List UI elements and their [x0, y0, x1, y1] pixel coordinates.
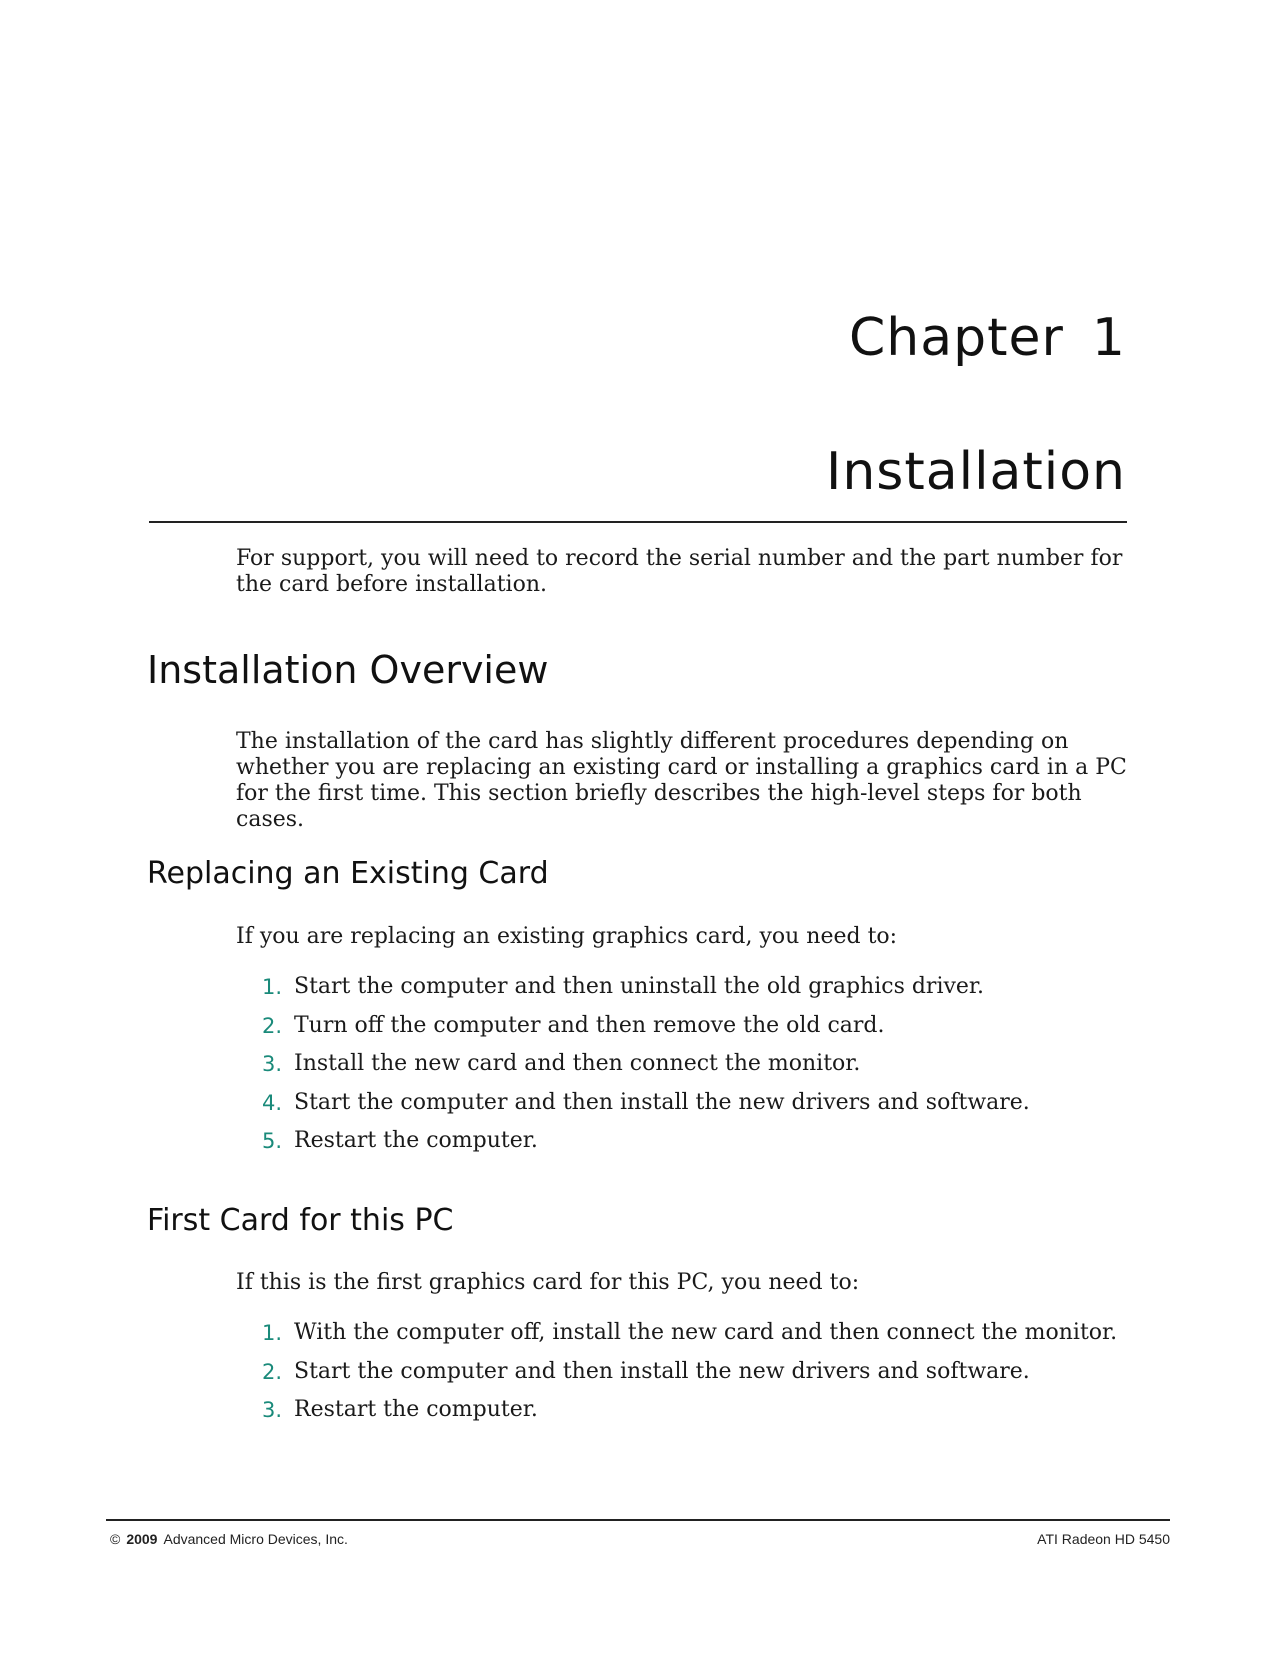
chapter-label — [849, 308, 1126, 368]
subsection-heading-first-card: First Card for this PC — [147, 1203, 454, 1238]
replacing-steps-list — [262, 974, 1030, 1167]
step-text: Restart the computer. — [294, 1128, 538, 1153]
footer-company: Advanced Micro Devices, Inc. — [163, 1531, 348, 1547]
step-text: Turn off the computer and then remove the old card. — [294, 1012, 885, 1038]
step-number: 1. — [262, 1321, 283, 1345]
footer-year: 2009 — [126, 1531, 158, 1547]
chapter-number: 1 — [1091, 308, 1126, 368]
footer-product: ATI Radeon HD 5450 — [1037, 1531, 1170, 1547]
list-item — [262, 1397, 1117, 1436]
section-heading-overview: Installation Overview — [147, 648, 549, 692]
chapter-word: Chapter — [849, 308, 1064, 368]
first-card-lead: If this is the first graphics card for this PC, you need to: — [236, 1270, 860, 1295]
list-item — [262, 974, 1030, 1013]
list-item — [262, 1128, 1030, 1167]
list-item — [262, 1051, 1030, 1090]
subsection-heading-replacing: Replacing an Existing Card — [147, 856, 549, 891]
step-text: Install the new card and then connect the monitor. — [294, 1051, 861, 1076]
intro-paragraph: For support, you will need to record the serial number and the part number for the card before installation. — [236, 546, 1123, 597]
step-text: Start the computer and then install the new drivers and software. — [294, 1358, 1030, 1384]
step-text: Restart the computer. — [294, 1397, 538, 1422]
list-item — [262, 1320, 1117, 1359]
step-text: Start the computer and then uninstall the old graphics driver. — [294, 974, 985, 999]
chapter-title: Installation — [825, 442, 1126, 502]
step-text: Start the computer and then install the new drivers and software. — [294, 1089, 1030, 1115]
list-item — [262, 1090, 1030, 1129]
step-number: 2. — [262, 1013, 283, 1038]
step-number: 3. — [262, 1052, 283, 1076]
step-number: 1. — [262, 975, 283, 999]
footer-copyright — [110, 1531, 348, 1547]
overview-paragraph: The installation of the card has slightly different procedures depending on whether you are replacing an existing card or installing a graphics card in a PC for the first time. This section briefly describes the high-level steps for both cases. — [236, 729, 1127, 832]
step-number: 4. — [262, 1090, 283, 1115]
step-number: 5. — [262, 1129, 283, 1153]
copyright-icon: © — [110, 1531, 121, 1547]
chapter-divider — [149, 521, 1127, 523]
step-number: 3. — [262, 1398, 283, 1422]
first-card-steps-list — [262, 1320, 1117, 1436]
step-number: 2. — [262, 1359, 283, 1384]
step-text: With the computer off, install the new card and then connect the monitor. — [294, 1320, 1118, 1345]
list-item — [262, 1013, 1030, 1052]
footer-divider — [106, 1519, 1170, 1521]
list-item — [262, 1359, 1117, 1398]
replacing-lead: If you are replacing an existing graphics card, you need to: — [236, 924, 898, 949]
